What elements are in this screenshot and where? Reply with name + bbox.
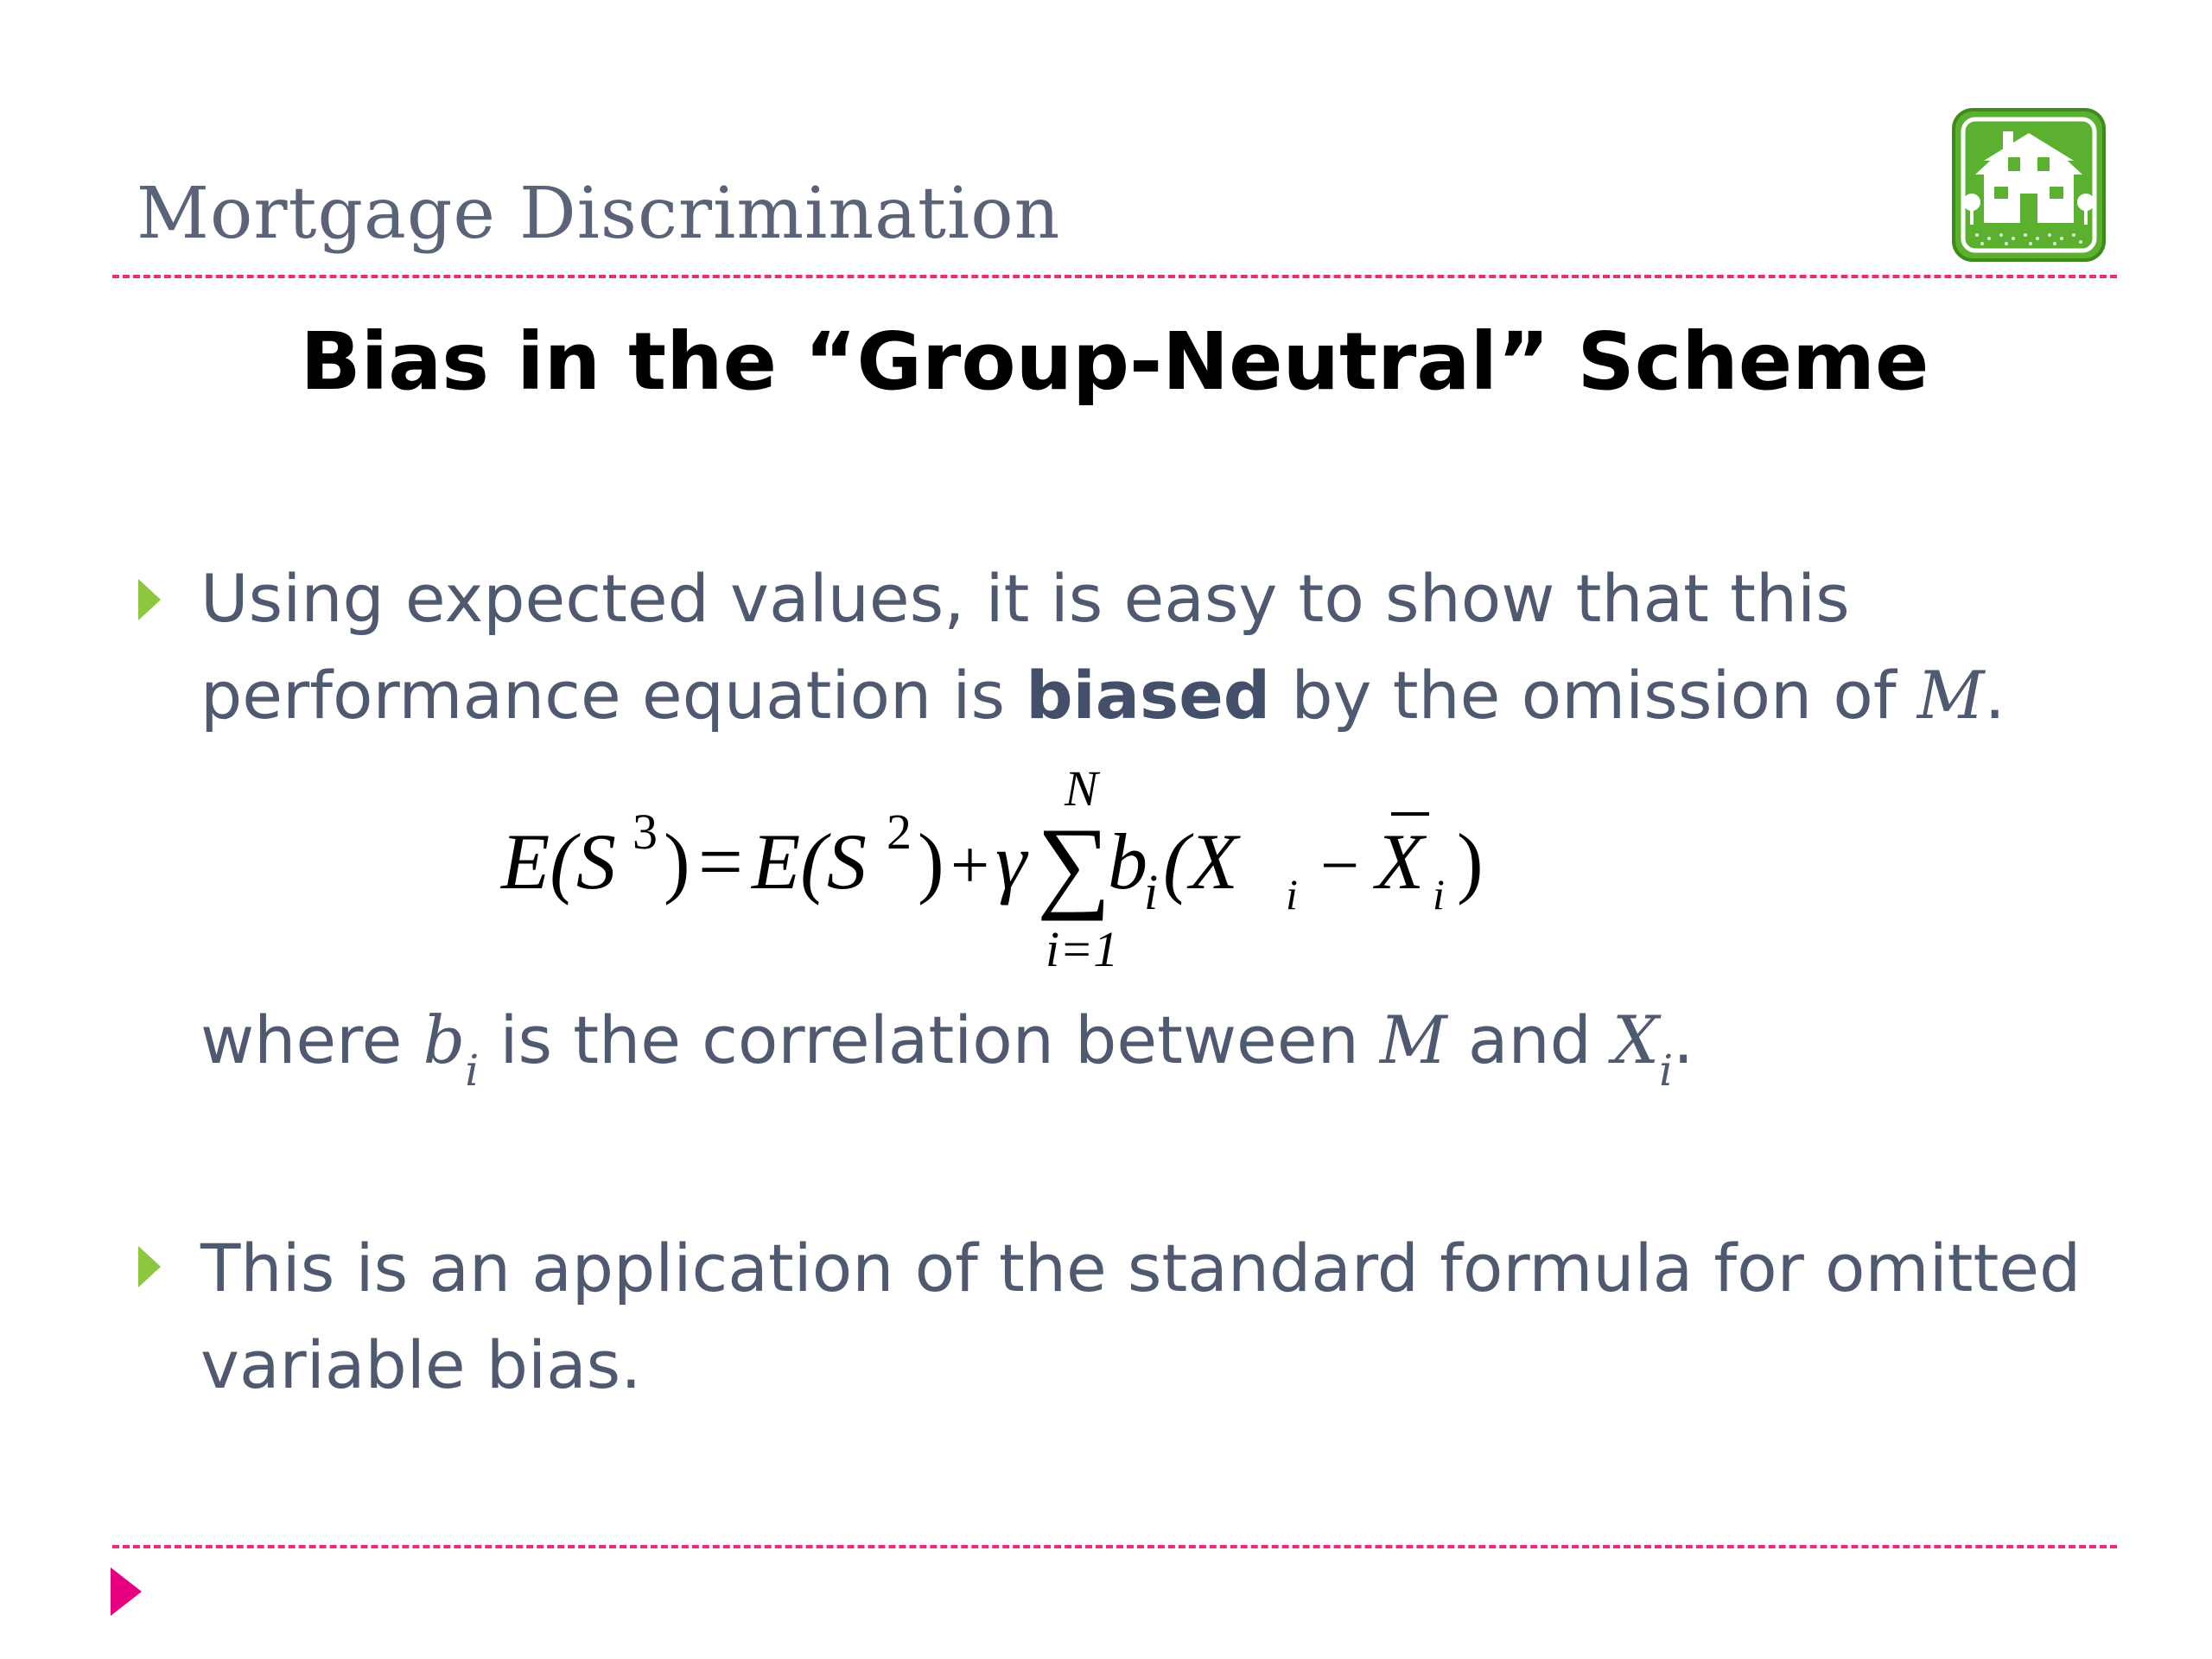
bullet-arrow-icon — [138, 579, 161, 620]
variable-b: b — [423, 1001, 466, 1078]
where-prefix: where — [200, 1001, 423, 1078]
bullet-1-text: performance equation is — [200, 657, 1027, 734]
eq-equals: = — [698, 817, 743, 906]
eq-b: b — [1108, 817, 1147, 906]
bias-equation — [484, 752, 1607, 985]
eq-gamma: γ — [995, 817, 1027, 906]
eq-rhs: E(S — [752, 817, 867, 906]
eq-rhs-exp: 2 — [887, 804, 912, 860]
eq-plus: + — [950, 828, 990, 904]
variable-b-subscript: i — [465, 1046, 480, 1096]
variable-x: X — [1612, 1001, 1660, 1078]
bullet-1-line-1: Using expected values, it is easy to show that this — [200, 560, 1850, 637]
bullet-1-text-cont: by the omission of — [1270, 657, 1917, 734]
eq-rhs-close: ) — [918, 817, 944, 906]
bullet-2-line-2: variable bias. — [200, 1326, 642, 1403]
eq-lhs-close: ) — [664, 817, 690, 906]
eq-minus: − — [1320, 828, 1360, 904]
eq-lower-limit: i=1 — [1046, 921, 1119, 977]
presentation-title: Mortgage Discrimination — [137, 173, 1061, 255]
emphasis-biased: biased — [1026, 657, 1271, 734]
variable-m-2: M — [1379, 1001, 1447, 1078]
where-line — [200, 992, 1694, 1096]
footer-divider — [112, 1545, 2117, 1548]
eq-open: (X — [1163, 817, 1238, 906]
variable-x-subscript: i — [1659, 1046, 1674, 1096]
bullet-1-period: . — [1984, 657, 2005, 734]
eq-upper-limit: N — [1065, 760, 1098, 817]
where-middle: is the correlation between — [479, 1001, 1380, 1078]
eq-xbar-sub: i — [1433, 870, 1445, 918]
bullet-2-line-1: This is an application of the standard formula for omitted — [200, 1230, 2082, 1306]
eq-b-sub: i — [1144, 864, 1159, 920]
variable-m: M — [1916, 657, 1985, 734]
bullet-1-line-2 — [200, 647, 2005, 744]
bullet-arrow-icon — [138, 1246, 161, 1287]
header-divider — [112, 275, 2117, 278]
eq-xbar: X — [1376, 817, 1425, 906]
eq-close: ) — [1457, 817, 1484, 906]
house-icon — [1951, 107, 2107, 263]
where-end: . — [1673, 1001, 1694, 1078]
eq-lhs: E(S — [501, 817, 616, 906]
eq-lhs-exp: 3 — [632, 804, 658, 860]
where-and: and — [1446, 1001, 1613, 1078]
slide-title: Bias in the “Group-Neutral” Scheme — [300, 315, 1929, 408]
eq-sigma: ∑ — [1037, 806, 1111, 921]
play-triangle-icon[interactable] — [111, 1567, 142, 1616]
eq-x-sub: i — [1286, 870, 1298, 918]
